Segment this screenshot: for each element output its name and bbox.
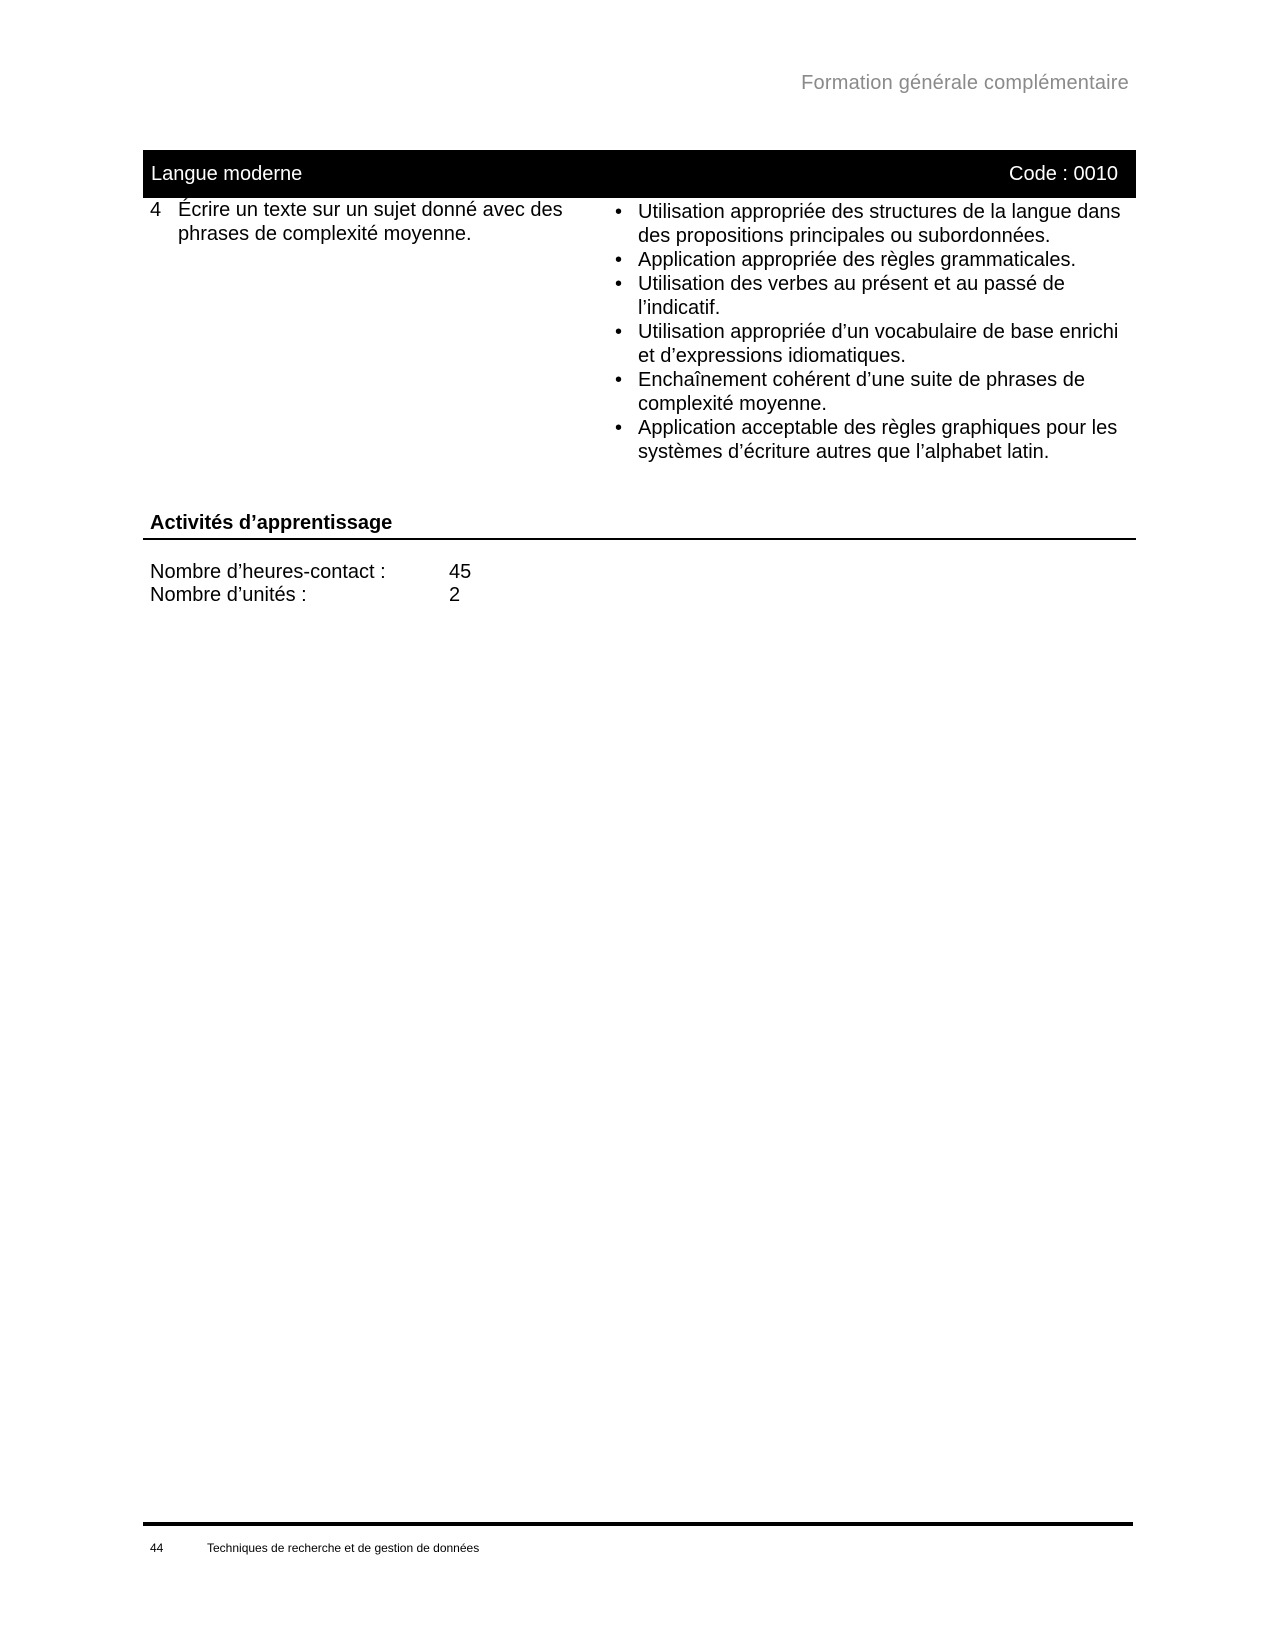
running-header: Formation générale complémentaire	[801, 72, 1129, 94]
criteria-item	[615, 272, 1135, 320]
criteria-item-text: Application acceptable des règles graphiques pour les systèmes d’écriture autres que l’alphabet latin.	[638, 417, 1118, 463]
criteria-item	[615, 368, 1135, 416]
performance-criteria-list	[615, 200, 1135, 464]
criteria-item-text: Utilisation appropriée des structures de la langue dans des propositions principales ou subordonnées.	[638, 201, 1121, 247]
criteria-item-text: Utilisation des verbes au présent et au passé de l’indicatif.	[638, 273, 1065, 319]
criteria-item-text: Application appropriée des règles grammaticales.	[638, 249, 1077, 271]
course-title-bar	[143, 150, 1136, 198]
units-label: Nombre d’unités :	[150, 584, 307, 606]
course-code: Code : 0010	[1009, 163, 1118, 185]
bullet-icon: •	[615, 249, 623, 271]
criteria-item	[615, 248, 1135, 272]
bullet-icon: •	[615, 321, 623, 343]
contact-hours-label: Nombre d’heures-contact :	[150, 561, 386, 583]
units-value: 2	[449, 584, 461, 606]
bullet-icon: •	[615, 201, 623, 223]
objective-text: Écrire un texte sur un sujet donné avec des phrases de complexité moyenne.	[178, 199, 563, 245]
bullet-icon: •	[615, 417, 623, 439]
criteria-item	[615, 416, 1135, 464]
contact-hours-value: 45	[449, 561, 472, 583]
footer-document-title: Techniques de recherche et de gestion de données	[207, 1541, 480, 1555]
criteria-item	[615, 320, 1135, 368]
footer-divider	[143, 1522, 1133, 1526]
criteria-item	[615, 200, 1135, 248]
learning-activities-heading: Activités d’apprentissage	[150, 512, 393, 534]
page-number: 44	[150, 1541, 164, 1555]
criteria-item-text: Enchaînement cohérent d’une suite de phrases de complexité moyenne.	[638, 369, 1085, 415]
course-name: Langue moderne	[151, 163, 303, 185]
section-divider	[143, 538, 1136, 540]
objective-number: 4	[150, 199, 162, 221]
criteria-item-text: Utilisation appropriée d’un vocabulaire de base enrichi et d’expressions idiomatiques.	[638, 321, 1119, 367]
bullet-icon: •	[615, 369, 623, 391]
bullet-icon: •	[615, 273, 623, 295]
